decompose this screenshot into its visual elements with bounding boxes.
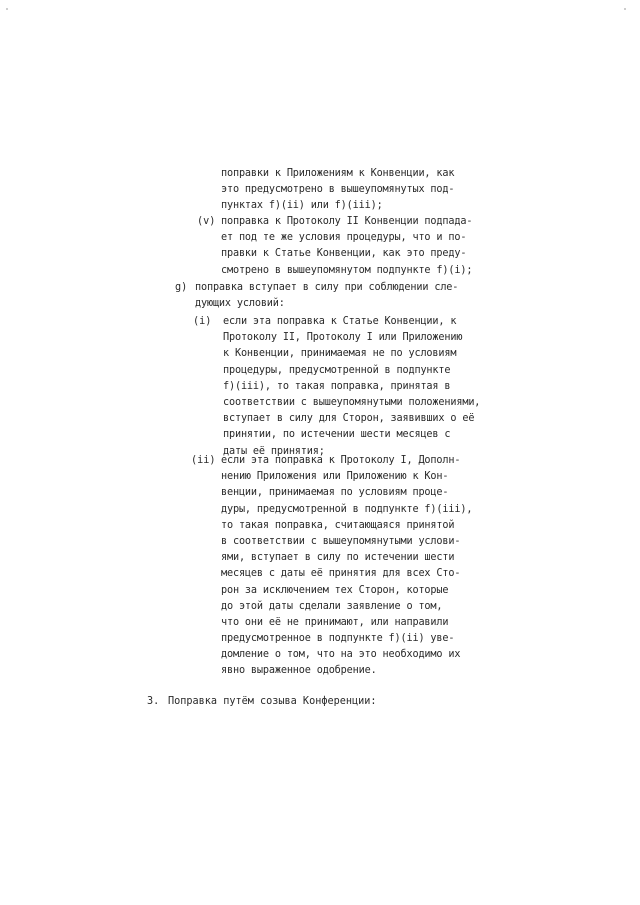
text-line: до этой даты сделали заявление о том,	[221, 600, 443, 612]
text-line: дуры, предусмотренной в подпункте f)(iii),	[221, 503, 473, 515]
text-line: f)(iii), то такая поправка, принятая в	[223, 380, 451, 392]
section-3-heading: Поправка путём созыва Конференции:	[168, 696, 377, 707]
text-line: нению Приложения или Приложению к Кон-	[221, 471, 449, 483]
text-line: что они её не принимают, или направили	[221, 616, 449, 628]
scan-artifact	[6, 8, 8, 10]
text-line: Протоколу II, Протоколу I или Приложению	[223, 332, 463, 344]
text-line: явно выраженное одобрение.	[221, 665, 377, 677]
text-line: поправка к Протоколу II Конвенции подпада-	[221, 216, 473, 227]
item-g-i-marker: (i)	[193, 316, 212, 327]
text-line: поправка вступает в силу при соблюдении сле-	[195, 282, 459, 293]
text-line: если эта поправка к Статье Конвенции, к	[223, 316, 457, 327]
text-line: в соответствии с вышеупомянутыми услови-	[221, 535, 461, 547]
text-line: даты её принятия;	[223, 445, 325, 457]
section-3-number: 3.	[147, 696, 160, 707]
text-line: процедуры, предусмотренной в подпункте	[223, 364, 451, 376]
item-g-marker: g)	[175, 282, 188, 293]
text-line: принятии, по истечении шести месяцев с	[223, 429, 451, 441]
text-line: соответствии с вышеупомянутыми положениями,	[223, 396, 481, 408]
text-line: предусмотренное в подпункте f)(ii) уве-	[221, 633, 455, 645]
text-line: дующих условий:	[195, 298, 285, 310]
text-line: то такая поправка, считающаяся принятой	[221, 519, 455, 531]
text-line: правки к Статье Конвенции, как это преду-	[221, 248, 467, 260]
text-line: к Конвенции, принимаемая не по условиям	[223, 348, 457, 360]
text-line: венции, принимаемая по условиям проце-	[221, 487, 449, 499]
item-g-ii-marker: (ii)	[191, 455, 216, 466]
text-line: пунктах f)(ii) или f)(iii);	[221, 200, 383, 212]
text-line: смотрено в вышеупомянутом подпункте f)(i);	[221, 264, 473, 276]
text-line: ями, вступает в силу по истечении шести	[221, 552, 455, 564]
item-v-marker: (v)	[197, 216, 216, 227]
item-g-i	[223, 314, 480, 460]
text-line: месяцев с даты её принятия для всех Сто-	[221, 568, 461, 580]
item-iv-continuation	[221, 166, 454, 215]
scan-artifact	[624, 8, 626, 10]
text-line: поправки к Приложениям к Конвенции, как	[221, 168, 455, 179]
text-line: домление о том, что на это необходимо их	[221, 649, 461, 661]
text-line: если эта поправка к Протоколу I, Дополн-	[221, 455, 461, 466]
item-v	[221, 214, 472, 279]
item-g	[195, 280, 458, 312]
text-line: ет под те же условия процедуры, что и по-	[221, 232, 467, 244]
text-line: вступает в силу для Сторон, заявивших о её	[223, 413, 475, 425]
text-line: это предусмотрено в вышеупомянутых под-	[221, 184, 455, 196]
text-line: рон за исключением тех Сторон, которые	[221, 584, 449, 596]
item-g-ii	[221, 453, 472, 680]
